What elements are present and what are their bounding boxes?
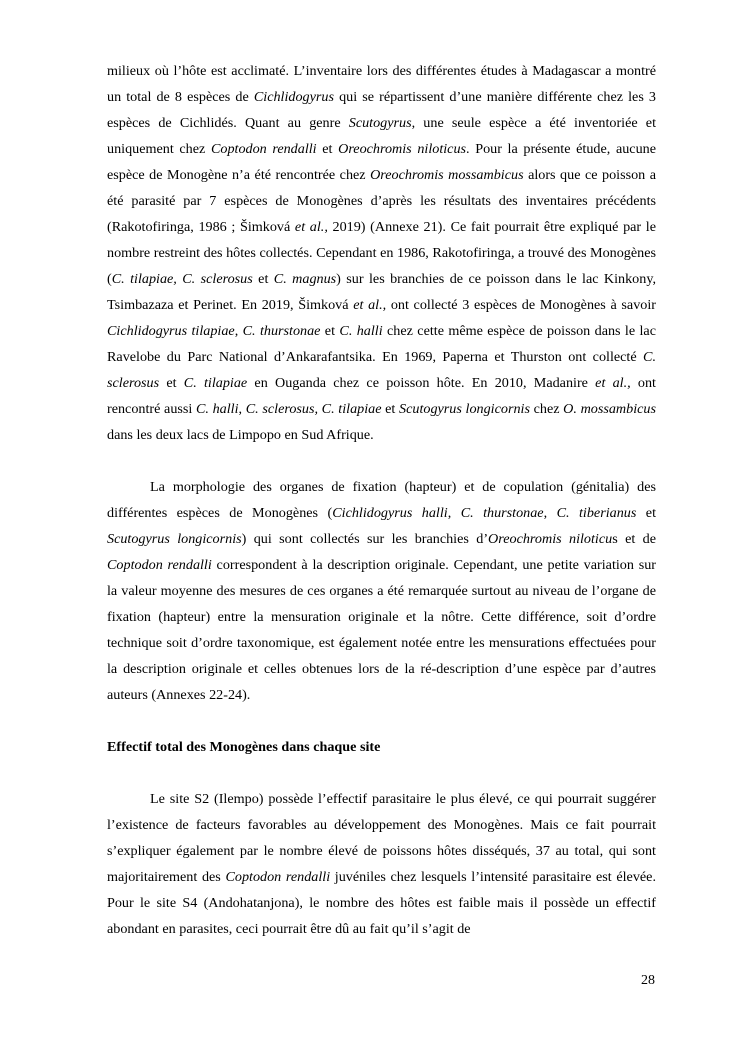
- paragraph-morphology: La morphologie des organes de fixation (hapteur) et de copulation (génitalia) des différentes espèces de Monogènes (Cichlidogyrus halli, C. thurstonae, C. tiberianus et Scutogyrus longicornis) qui sont collectés sur les branchies d’Oreochromis niloticus et de Coptodon rendalli correspondent à la description originale. Cependant, une petite variation sur la valeur moyenne des mesures de ces organes a été remarquée surtout au niveau de l’organe de fixation (hapteur) entre la mensuration originale et la nôtre. Cette différence, soit d’ordre technique soit d’ordre taxonomique, est également notée entre les mensurations effectuées pour la description originale et celles obtenues lors de la ré-description d’une espèce par d’autres auteurs (Annexes 22-24).: [107, 479, 657, 703]
- page-number: 28: [641, 973, 655, 988]
- body-text: [107, 58, 656, 942]
- paragraph-site-abundance: Le site S2 (Ilempo) possède l’effectif parasitaire le plus élevé, ce qui pourrait suggérer l’existence de facteurs favorables au développement des Monogènes. Mais ce fait pourrait s’expliquer également par le nombre élevé de poissons hôtes disséqués, 37 au total, qui sont majoritairement des Coptodon rendalli juvéniles chez lesquels l’intensité parasitaire est élevée. Pour le site S4 (Andohatanjona), le nombre des hôtes est faible mais il possède un effectif abondant en parasites, ceci pourrait être dû au fait qu’il s’agit de: [107, 791, 656, 937]
- section-heading: Effectif total des Monogènes dans chaque site: [107, 739, 381, 755]
- paragraph-host-inventory: milieux où l’hôte est acclimaté. L’inventaire lors des différentes études à Madagascar a montré un total de 8 espèces de Cichlidogyrus qui se répartissent d’une manière différente chez les 3 espèces de Cichlidés. Quant au genre Scutogyrus, une seule espèce a été inventoriée et uniquement chez Coptodon rendalli et Oreochromis niloticus. Pour la présente étude, aucune espèce de Monogène n’a été rencontrée chez Oreochromis mossambicus alors que ce poisson a été parasité par 7 espèces de Monogènes d’après les résultats des inventaires précédents (Rakotofiringa, 1986 ; Šimková et al., 2019) (Annexe 21). Ce fait pourrait être expliqué par le nombre restreint des hôtes collectés. Cependant en 1986, Rakotofiringa, a trouvé des Monogènes (C. tilapiae, C. sclerosus et C. magnus) sur les branchies de ce poisson dans le lac Kinkony, Tsimbazaza et Perinet. En 2019, Šimková et al., ont collecté 3 espèces de Monogènes à savoir Cichlidogyrus tilapiae, C. thurstonae et C. halli chez cette même espèce de poisson dans le lac Ravelobe du Parc National d’Ankarafantsika. En 1969, Paperna et Thurston ont collecté C. sclerosus et C. tilapiae en Ouganda chez ce poisson hôte. En 2010, Madanire et al., ont rencontré aussi C. halli, C. sclerosus, C. tilapiae et Scutogyrus longicornis chez O. mossambicus dans les deux lacs de Limpopo en Sud Afrique.: [107, 63, 657, 443]
